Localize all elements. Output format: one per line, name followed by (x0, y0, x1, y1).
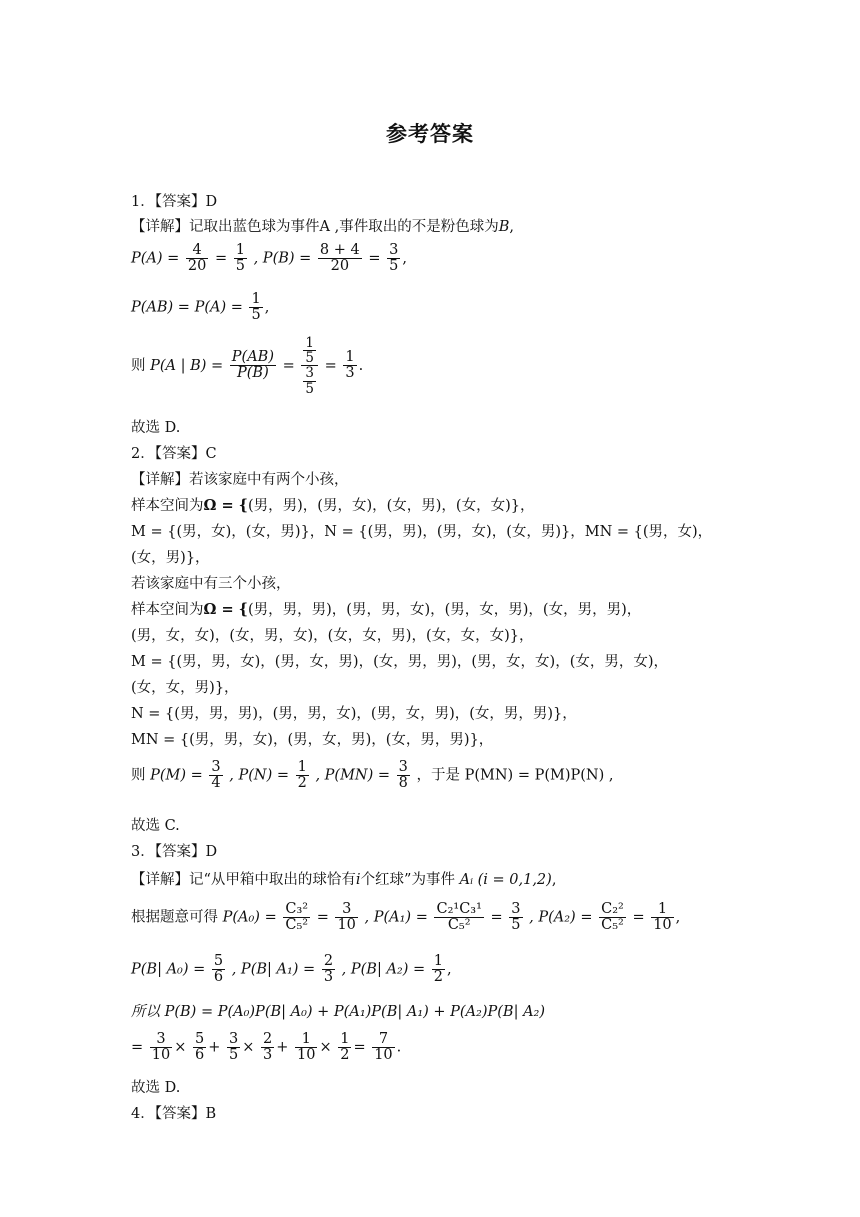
inner-frac (303, 336, 316, 365)
q3-sum-term-5 (295, 1032, 317, 1063)
q3-conclusion: 故选 D. (131, 1080, 181, 1096)
q2-eq-pn: , P(N) = (229, 767, 289, 784)
q1-eq1 (131, 243, 407, 274)
frac-den: 2 (297, 775, 307, 792)
q1-eq3-result (343, 350, 356, 381)
q3-pb-a1: , P(B| A₁) = (231, 961, 316, 978)
frac-den: C₅² (447, 917, 471, 934)
period: . (358, 357, 364, 374)
equals-sign: = (316, 909, 329, 926)
q2-line-8: M = {(男，男，女)，(男，女，男)，(女，男，男)，(男，女，女)，(女，男，女)， (131, 654, 669, 670)
q2-eq-prefix: 则 (131, 767, 146, 784)
omega-symbol: Ω = { (203, 601, 248, 618)
q1-answer: 1．【答案】D (131, 194, 218, 210)
frac-den: 2 (433, 969, 443, 986)
frac-num: 8 + 4 (319, 242, 360, 258)
equals-sign: = (131, 1039, 144, 1056)
q1-eq2 (131, 292, 269, 323)
q1-eq3-complex-frac (301, 336, 318, 396)
q2-line-11: MN = {(男，男，女)，(男，女，男)，(女，男，男)}， (131, 732, 494, 748)
q2-line-10: N = {(男，男，男)，(男，男，女)，(男，女，男)，(女，男，男)}， (131, 706, 577, 722)
q3-detail-event: Aᵢ (i = 0,1,2) (459, 872, 552, 888)
frac-num: 5 (194, 1031, 205, 1047)
q3-frac-3-10 (335, 902, 357, 933)
q1-eq1-frac1 (186, 243, 208, 274)
frac-num: 2 (323, 953, 334, 969)
q3-frac-c22 (599, 902, 626, 933)
q2-line-9: (女，女，男)}， (131, 680, 239, 696)
frac-num: P(AB) (231, 349, 274, 366)
q2-line-2-rest: (男，男)，(男，女)，(女，男)，(女，女)}， (247, 498, 535, 514)
frac-den: 5 (305, 380, 314, 397)
operator: × (174, 1039, 187, 1056)
equals-sign: = (490, 909, 503, 926)
frac-num: 3 (150, 1032, 172, 1048)
operator: + (208, 1039, 221, 1056)
q1-eq2-lhs: P(AB) = P(A) = (131, 299, 243, 316)
q3-frac-5-6 (212, 954, 225, 985)
equals-sign: = (324, 357, 337, 374)
q1-eq1-pb: , P(B) = (253, 250, 312, 267)
frac-den: 5 (389, 258, 399, 275)
q3-pb-a0: P(B| A₀) = (131, 961, 206, 978)
frac-num: C₂¹C₃¹ (436, 901, 482, 917)
q2-line-2 (131, 494, 534, 515)
frac-den: 10 (337, 917, 356, 934)
omega-symbol: Ω = { (203, 497, 248, 514)
q1-eq3-lhs: P(A | B) = (150, 357, 224, 374)
frac-den: C₅² (601, 917, 624, 934)
q2-eq (131, 760, 613, 791)
inner-frac (303, 366, 316, 395)
comma: , (551, 872, 557, 888)
q3-line-4: 所以 P(B) = P(A₀)P(B| A₀) + P(A₁)P(B| A₁) + P(A₂)P(B| A₂) (131, 1004, 546, 1020)
frac-den: 3 (345, 365, 355, 382)
frac-den: P(B) (237, 365, 269, 382)
frac-den (301, 366, 318, 395)
frac-den: 2 (340, 1047, 350, 1064)
frac-num: 3 (211, 759, 221, 775)
frac-den: 6 (194, 1047, 205, 1064)
frac-den: 5 (228, 1047, 239, 1064)
q2-line-3: M = {(男，女)，(女，男)}，N = {(男，男)，(男，女)，(女，男)}，MN = {(男，女)， (131, 524, 713, 540)
comma: , (446, 961, 452, 978)
frac-den: 5 (235, 258, 245, 275)
page-title: 参考答案 (386, 122, 474, 146)
q2-eq-pn-frac (296, 760, 309, 791)
q2-eq-pm: P(M) = (150, 767, 203, 784)
frac-num: 1 (305, 335, 314, 351)
frac-num: 1 (295, 1032, 317, 1048)
frac-num: 1 (297, 759, 307, 775)
q1-eq2-frac (249, 292, 262, 323)
q2-eq-tail: ，于是 P(MN) = P(M)P(N) , (416, 767, 614, 784)
q2-line-4: (女，男)}， (131, 550, 210, 566)
operator: + (276, 1039, 289, 1056)
frac-den: 10 (296, 1047, 316, 1064)
q1-eq1-frac3 (318, 243, 362, 274)
frac-num: C₃² (285, 901, 309, 917)
frac-num: 1 (235, 242, 245, 258)
q3-sum-term-1 (150, 1032, 172, 1063)
frac-num: 5 (213, 953, 224, 969)
frac-den: 6 (213, 969, 224, 986)
q3-frac-c21c31 (434, 902, 483, 933)
equals-sign: = (368, 250, 381, 267)
frac-num: 3 (228, 1031, 239, 1047)
q3-sum-term-2 (193, 1032, 206, 1063)
q3-detail-i: i (355, 872, 361, 888)
q3-pa0: P(A₀) = (222, 909, 277, 926)
q2-conclusion: 故选 C. (131, 818, 180, 834)
frac-num: 7 (372, 1032, 394, 1048)
q2-line-6 (131, 598, 641, 619)
q1-eq1-frac2 (234, 243, 247, 274)
frac-den: 10 (374, 1047, 393, 1064)
frac-den: 20 (187, 258, 207, 275)
q3-detail-mid: 个红球”为事件 (360, 872, 455, 888)
equals-sign: = (632, 909, 645, 926)
q3-line-3 (131, 954, 452, 985)
frac-num: 1 (251, 291, 261, 307)
comma: , (264, 299, 270, 316)
q3-frac-1-2 (432, 954, 445, 985)
q1-eq3-prefix: 则 (131, 357, 146, 374)
q3-answer: 3．【答案】D (131, 844, 218, 860)
q1-conclusion: 故选 D. (131, 420, 181, 436)
q3-frac-1-10 (651, 902, 673, 933)
q4-answer: 4．【答案】B (131, 1106, 217, 1122)
period: . (396, 1039, 402, 1056)
q2-line-2-prefix: 样本空间为 (131, 498, 204, 514)
q2-eq-pmn-frac (397, 760, 410, 791)
frac-num: 4 (186, 243, 208, 259)
q2-line-6-rest: (男，男，男)，(男，男，女)，(男，女，男)，(女，男，男)， (247, 602, 642, 618)
q3-pa2: , P(A₂) = (529, 909, 593, 926)
comma: , (402, 250, 407, 267)
comma: , (675, 909, 681, 926)
q1-detail (131, 215, 514, 236)
frac-num: C₂² (601, 901, 624, 917)
frac-den: 20 (330, 258, 350, 275)
q1-detail-text: 【详解】记取出蓝色球为事件A ,事件取出的不是粉色球为 (131, 219, 499, 235)
q2-line-6-prefix: 样本空间为 (131, 602, 204, 618)
frac-num: 3 (305, 365, 314, 382)
frac-den: 5 (305, 350, 314, 367)
frac-den: 10 (653, 917, 672, 934)
frac-den: 10 (151, 1047, 171, 1064)
q3-frac-2-3 (322, 954, 335, 985)
q2-eq-pmn: , P(MN) = (315, 767, 391, 784)
frac-den: 4 (211, 775, 221, 792)
q3-line-2-prefix: 根据题意可得 (131, 909, 218, 926)
frac-den: 3 (262, 1047, 273, 1064)
q3-detail-text: 【详解】记“从甲箱中取出的球恰有 (131, 872, 356, 888)
equals-sign: = (214, 250, 228, 267)
frac-num: 3 (511, 901, 521, 917)
frac-num: 2 (262, 1031, 273, 1047)
q2-line-5: 若该家庭中有三个小孩， (131, 576, 291, 592)
frac-num: 1 (433, 953, 443, 969)
frac-den: 3 (323, 969, 334, 986)
frac-num: 3 (389, 242, 399, 258)
q3-line-2 (131, 902, 680, 933)
q1-eq1-lhs: P(A) = (131, 250, 180, 267)
q1-detail-end: , (509, 219, 514, 235)
equals-sign: = (282, 357, 295, 374)
q3-sum-term-6 (338, 1032, 351, 1063)
q3-sum-term-3 (227, 1032, 240, 1063)
q3-sum-result (372, 1032, 394, 1063)
q3-pa1: , P(A₁) = (364, 909, 428, 926)
frac-den: 5 (251, 307, 261, 324)
q3-frac-c32 (283, 902, 310, 933)
frac-den: 5 (511, 917, 521, 934)
frac-num: 1 (340, 1031, 350, 1047)
q1-eq1-frac4 (387, 243, 400, 274)
frac-den: C₅² (285, 917, 309, 934)
q3-frac-3-5 (509, 902, 522, 933)
frac-num: 3 (398, 759, 408, 775)
q1-eq3-frac (230, 350, 276, 381)
operator: = (353, 1039, 366, 1056)
frac-num: 1 (345, 349, 355, 366)
frac-num: 3 (335, 902, 357, 918)
q2-line-7: (男，女，女)，(女，男，女)，(女，女，男)，(女，女，女)}， (131, 628, 534, 644)
q2-answer: 2．【答案】C (131, 446, 217, 462)
q1-detail-var: B (498, 219, 510, 235)
q2-line-1: 【详解】若该家庭中有两个小孩， (131, 472, 349, 488)
operator: × (242, 1039, 255, 1056)
frac-num: 1 (651, 902, 673, 918)
frac-den: 8 (398, 775, 408, 792)
q3-detail (131, 868, 556, 889)
q2-eq-pm-frac (209, 760, 222, 791)
q3-line-5 (131, 1032, 401, 1063)
frac-num (301, 336, 318, 366)
q3-sum-term-4 (261, 1032, 274, 1063)
q1-eq3 (131, 336, 363, 396)
operator: × (319, 1039, 332, 1056)
q3-pb-a2: , P(B| A₂) = (341, 961, 426, 978)
